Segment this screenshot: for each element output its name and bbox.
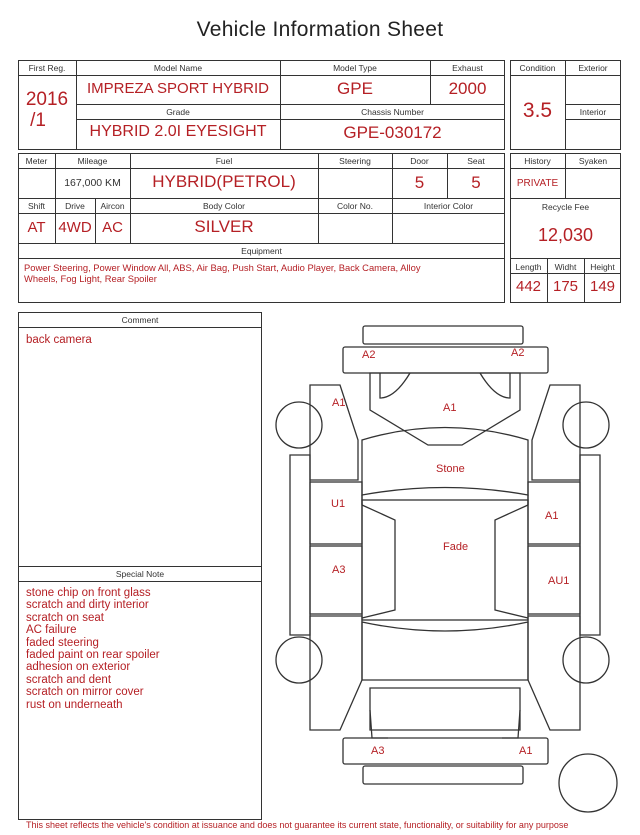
exhaust-label: Exhaust bbox=[452, 63, 483, 73]
special-note-list bbox=[26, 587, 160, 711]
meter-label: Meter bbox=[25, 156, 48, 166]
first-reg-year: 2016 bbox=[25, 89, 69, 110]
model-type-value: GPE bbox=[337, 79, 373, 98]
first-reg-month: /1 bbox=[30, 110, 46, 131]
seat-label: Seat bbox=[467, 156, 485, 166]
drive-label: Drive bbox=[65, 201, 85, 211]
shift-label: Shift bbox=[27, 201, 45, 211]
mileage-label: Mileage bbox=[77, 156, 108, 166]
syaken-label: Syaken bbox=[578, 156, 608, 166]
special-note-item: AC failure bbox=[26, 624, 77, 637]
exterior-label: Exterior bbox=[578, 63, 608, 73]
fuel-value: HYBRID(PETROL) bbox=[152, 172, 296, 191]
damage-rear-left: A3 bbox=[371, 745, 385, 757]
door-value: 5 bbox=[414, 173, 425, 192]
interior-label: Interior bbox=[579, 107, 607, 117]
color-no-label: Color No. bbox=[337, 201, 373, 211]
fuel-label: Fuel bbox=[215, 156, 233, 166]
chassis-label: Chassis Number bbox=[361, 107, 424, 117]
damage-right-rear-door: AU1 bbox=[548, 575, 570, 587]
steering-label: Steering bbox=[339, 156, 371, 166]
width-value: 175 bbox=[552, 278, 579, 295]
shift-value: AT bbox=[27, 219, 46, 236]
car-damage-diagram bbox=[265, 318, 625, 818]
recycle-fee-value: 12,030 bbox=[537, 225, 594, 245]
body-color-value: SILVER bbox=[194, 217, 254, 236]
equipment-label: Equipment bbox=[241, 246, 282, 256]
model-name-value: IMPREZA SPORT HYBRID bbox=[87, 80, 269, 97]
page-title: Vehicle Information Sheet bbox=[196, 18, 444, 41]
door-label: Door bbox=[410, 156, 429, 166]
interior-color-label: Interior Color bbox=[423, 201, 474, 211]
damage-rear-right: A1 bbox=[519, 745, 533, 757]
length-label: Length bbox=[515, 262, 542, 272]
body-color-label: Body Color bbox=[202, 201, 246, 211]
recycle-fee-label: Recycle Fee bbox=[541, 202, 590, 212]
first-reg-label: First Reg. bbox=[28, 63, 66, 73]
special-note-item: faded paint on rear spoiler bbox=[26, 649, 160, 662]
special-note-item: stone chip on front glass bbox=[26, 587, 151, 599]
damage-left-rear-door: A3 bbox=[332, 564, 346, 576]
damage-right-front-door: A1 bbox=[545, 510, 559, 522]
seat-value: 5 bbox=[471, 173, 481, 192]
width-label: Widht bbox=[554, 262, 577, 272]
damage-left-front-fender: A1 bbox=[332, 397, 346, 409]
drive-value: 4WD bbox=[58, 219, 92, 236]
special-note-label: Special Note bbox=[115, 569, 165, 579]
height-value: 149 bbox=[589, 278, 616, 295]
footer-disclaimer: This sheet reflects the vehicle's condition at issuance and does not guarantee its current state, functionality, or suitability for any purpose bbox=[26, 820, 569, 830]
height-label: Height bbox=[590, 262, 615, 272]
model-name-label: Model Name bbox=[153, 63, 203, 73]
damage-hood: A1 bbox=[443, 402, 457, 414]
comment-value: back camera bbox=[26, 334, 92, 346]
exhaust-value: 2000 bbox=[448, 79, 487, 98]
damage-windshield: Stone bbox=[436, 463, 465, 475]
special-note-item: scratch on mirror cover bbox=[26, 686, 144, 699]
history-value: PRIVATE bbox=[516, 178, 559, 189]
damage-front-left: A2 bbox=[362, 349, 376, 361]
special-note-item: scratch and dirty interior bbox=[26, 599, 149, 612]
comment-label: Comment bbox=[121, 315, 159, 325]
grade-label: Grade bbox=[166, 107, 190, 117]
chassis-value: GPE-030172 bbox=[343, 123, 442, 142]
mileage-value: 167,000 KM bbox=[64, 177, 121, 189]
length-value: 442 bbox=[515, 278, 542, 295]
special-note-item: adhesion on exterior bbox=[26, 661, 131, 674]
damage-left-front-door: U1 bbox=[331, 498, 346, 510]
special-note-item: faded steering bbox=[26, 636, 99, 649]
aircon-value: AC bbox=[102, 219, 123, 236]
damage-roof: Fade bbox=[443, 541, 469, 553]
damage-front-right: A2 bbox=[511, 347, 525, 359]
history-label: History bbox=[524, 156, 551, 166]
condition-label: Condition bbox=[519, 63, 556, 73]
special-note-item: scratch on seat bbox=[26, 611, 104, 624]
special-note-item: scratch and dent bbox=[26, 673, 112, 686]
equipment-value: Power Steering, Power Window All, ABS, Air Bag, Push Start, Audio Player, Back Camera, Alloy Wheels, Fog Light, Rear Spoiler bbox=[24, 262, 421, 284]
model-type-label: Model Type bbox=[333, 63, 377, 73]
special-note-item: rust on underneath bbox=[26, 698, 123, 711]
condition-value: 3.5 bbox=[522, 99, 553, 122]
aircon-label: Aircon bbox=[100, 201, 125, 211]
grade-value: HYBRID 2.0I EYESIGHT bbox=[89, 123, 267, 140]
